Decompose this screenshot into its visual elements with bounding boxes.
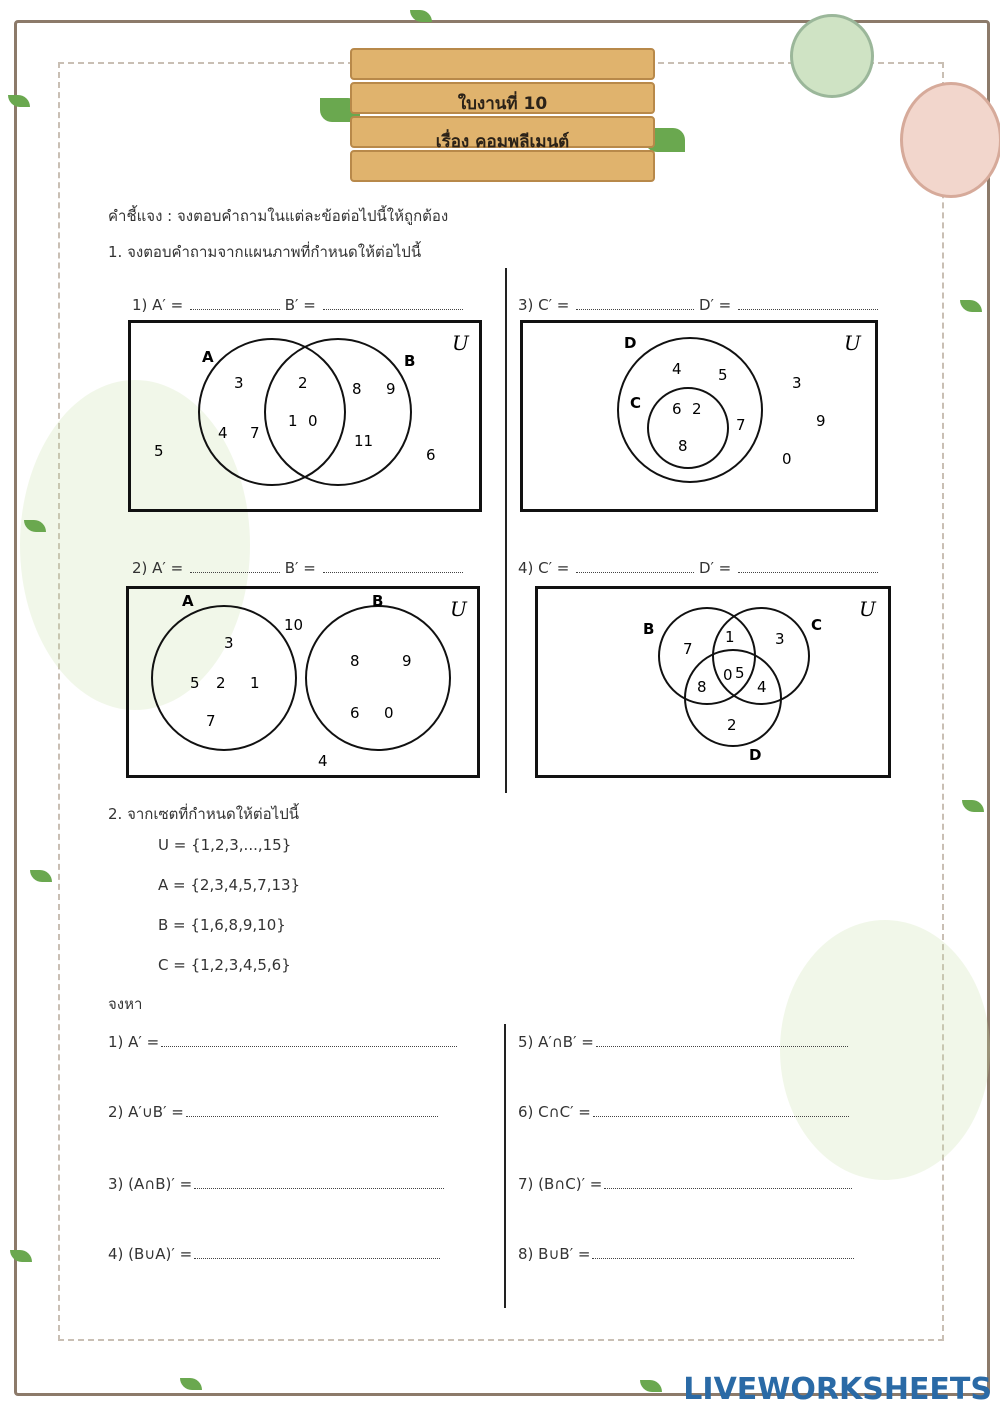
venn-number: 0	[308, 412, 318, 430]
question-1-title: 1. จงตอบคำถามจากแผนภาพที่กำหนดให้ต่อไปนี้	[108, 243, 422, 261]
venn-number: 10	[284, 616, 304, 634]
venn-number: 0	[384, 704, 394, 722]
liveworksheets-logo: LIVEWORKSHEETS	[683, 1372, 992, 1407]
answer-blank[interactable]	[738, 295, 878, 310]
venn-number: 7	[736, 416, 746, 434]
venn-number: 3	[224, 634, 234, 652]
question-label: 1) A′ =	[108, 1033, 160, 1051]
question-label: 4) (B∪A)′ =	[108, 1245, 193, 1263]
question-label: 3) (A∩B)′ =	[108, 1175, 193, 1193]
question-2-5	[518, 1032, 848, 1051]
answer-blank[interactable]	[194, 1174, 444, 1189]
diagram-2-prompt-b: B′ =	[284, 559, 316, 577]
set-b-definition: B = {1,6,8,9,10}	[158, 916, 286, 934]
venn-diagram-2	[126, 586, 480, 778]
set-a-label: A	[202, 348, 214, 366]
diagram-1-prompt-a: 1) A′ =	[132, 296, 184, 314]
diagram-4-prompt-a: 4) C′ =	[518, 559, 570, 577]
venn-number: 4	[318, 752, 328, 770]
venn-number: 6	[426, 446, 436, 464]
venn-number: 5	[718, 366, 728, 384]
venn-number: 9	[386, 380, 396, 398]
question-label: 5) A′∩B′ =	[518, 1033, 594, 1051]
universe-label: U	[859, 597, 876, 621]
venn-number: 7	[206, 712, 216, 730]
venn-number: 6	[672, 400, 682, 418]
set-a-definition: A = {2,3,4,5,7,13}	[158, 876, 301, 894]
question-2-4	[108, 1244, 440, 1263]
worksheet-topic: เรื่อง คอมพลีเมนต์	[435, 132, 570, 152]
venn-number: 2	[692, 400, 702, 418]
worksheet-number: ใบงานที่ 10	[457, 94, 548, 114]
cookie-icon	[790, 14, 874, 98]
question-label: 2) A′∪B′ =	[108, 1103, 184, 1121]
venn-number: 8	[678, 437, 688, 455]
question-2-2	[108, 1102, 438, 1121]
question-label: 8) B∪B′ =	[518, 1245, 591, 1263]
diagram-2-prompt	[132, 558, 463, 577]
answer-blank[interactable]	[738, 558, 878, 573]
venn-diagram-3	[520, 320, 878, 512]
venn-number: 2	[727, 716, 737, 734]
diagram-4-prompt	[518, 558, 878, 577]
venn-number: 1	[288, 412, 298, 430]
diagram-3-prompt-b: D′ =	[698, 296, 732, 314]
venn-number: 8	[697, 678, 707, 696]
venn-number: 5	[190, 674, 200, 692]
set-a-label: A	[182, 592, 194, 610]
venn-number: 5	[154, 442, 164, 460]
venn-number: 7	[683, 640, 693, 658]
universe-label: U	[452, 331, 469, 355]
answer-blank[interactable]	[186, 1102, 438, 1117]
venn-number: 8	[352, 380, 362, 398]
set-b-label: B	[404, 352, 416, 370]
answer-blank[interactable]	[323, 558, 463, 573]
find-label: จงหา	[108, 995, 143, 1013]
answer-blank[interactable]	[576, 558, 694, 573]
set-c-label: C	[811, 616, 823, 634]
venn-diagram-4	[535, 586, 891, 778]
venn-number: 1	[725, 628, 735, 646]
venn-number: 3	[775, 630, 785, 648]
venn-number: 3	[234, 374, 244, 392]
instruction-text: คำชี้แจง : จงตอบคำถามในแต่ละข้อต่อไปนี้ให้ถูกต้อง	[108, 207, 449, 225]
venn-number: 11	[354, 432, 374, 450]
set-b-label: B	[643, 620, 655, 638]
venn-number: 5	[735, 664, 745, 682]
venn-number: 8	[350, 652, 360, 670]
answer-blank[interactable]	[190, 558, 280, 573]
answer-blank[interactable]	[323, 295, 463, 310]
set-c-definition: C = {1,2,3,4,5,6}	[158, 956, 291, 974]
venn-number: 2	[298, 374, 308, 392]
question-label: 7) (B∩C)′ =	[518, 1175, 603, 1193]
universe-label: U	[844, 331, 861, 355]
title-board	[350, 48, 655, 184]
question-2-6	[518, 1102, 849, 1121]
universe-label: U	[450, 597, 467, 621]
diagram-1-prompt	[132, 295, 463, 314]
column-divider	[504, 1024, 506, 1308]
question-2-title: 2. จากเซตที่กำหนดให้ต่อไปนี้	[108, 805, 299, 823]
venn-number: 4	[757, 678, 767, 696]
question-2-3	[108, 1174, 444, 1193]
venn-number: 7	[250, 424, 260, 442]
venn-number: 1	[250, 674, 260, 692]
set-u-definition: U = {1,2,3,...,15}	[158, 836, 292, 854]
venn-number: 2	[216, 674, 226, 692]
diagram-3-prompt	[518, 295, 878, 314]
answer-blank[interactable]	[161, 1032, 457, 1047]
venn-number: 3	[792, 374, 802, 392]
set-d-label: D	[624, 334, 637, 352]
diagram-4-prompt-b: D′ =	[698, 559, 732, 577]
answer-blank[interactable]	[604, 1174, 852, 1189]
diagram-3-prompt-a: 3) C′ =	[518, 296, 570, 314]
venn-number: 6	[350, 704, 360, 722]
venn-number: 0	[782, 450, 792, 468]
question-2-1	[108, 1032, 457, 1051]
venn-number: 9	[402, 652, 412, 670]
set-b-label: B	[372, 592, 384, 610]
venn-number: 9	[816, 412, 826, 430]
question-label: 6) C∩C′ =	[518, 1103, 591, 1121]
answer-blank[interactable]	[576, 295, 694, 310]
question-2-7	[518, 1174, 852, 1193]
column-divider	[505, 268, 507, 793]
diagram-1-prompt-b: B′ =	[284, 296, 316, 314]
answer-blank[interactable]	[593, 1102, 849, 1117]
answer-blank[interactable]	[596, 1032, 848, 1047]
venn-number: 0	[723, 666, 733, 684]
diagram-2-prompt-a: 2) A′ =	[132, 559, 184, 577]
donut-icon	[900, 82, 1000, 198]
set-c-label: C	[630, 394, 642, 412]
venn-diagram-1	[128, 320, 482, 512]
answer-blank[interactable]	[190, 295, 280, 310]
venn-number: 4	[672, 360, 682, 378]
set-d-label: D	[749, 746, 762, 764]
question-2-8	[518, 1244, 854, 1263]
answer-blank[interactable]	[592, 1244, 854, 1259]
answer-blank[interactable]	[194, 1244, 440, 1259]
venn-number: 4	[218, 424, 228, 442]
